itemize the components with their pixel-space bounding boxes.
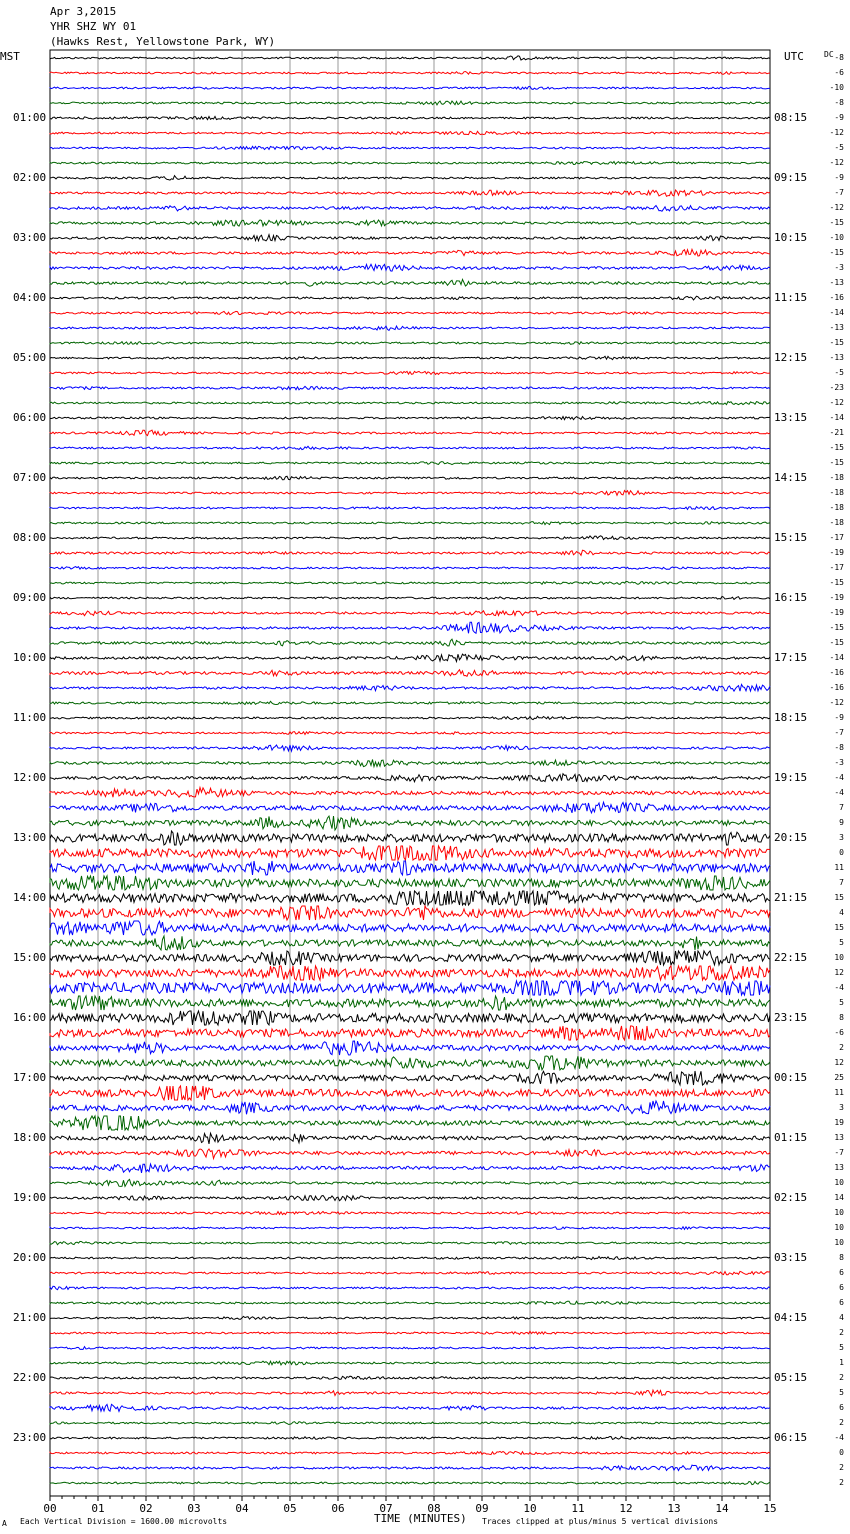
utc-hour-label: 12:15 (774, 351, 808, 364)
dc-offset-label: -16 (829, 293, 844, 302)
seismic-trace (50, 1436, 770, 1439)
dc-offset-label: 10 (834, 1178, 844, 1187)
dc-offset-label: -15 (829, 578, 844, 587)
left-timezone-label: MST (0, 50, 20, 63)
mst-hour-label: 07:00 (13, 471, 47, 484)
x-tick-label: 08 (427, 1502, 441, 1515)
seismic-trace (50, 264, 770, 271)
seismic-trace (50, 921, 770, 935)
utc-hour-label: 11:15 (774, 291, 808, 304)
station-code: YHR SHZ WY 01 (50, 20, 137, 33)
seismic-trace (50, 491, 770, 496)
dc-offset-label: 12 (834, 1058, 844, 1067)
dc-offset-label: -15 (829, 623, 844, 632)
dc-offset-label: 5 (839, 938, 844, 947)
seismic-trace (50, 745, 770, 751)
trace-group (50, 56, 770, 1485)
seismic-trace (50, 1212, 770, 1215)
dc-offset-label: 10 (834, 1208, 844, 1217)
seismic-trace (50, 1481, 770, 1484)
seismic-trace (50, 1347, 770, 1350)
seismic-trace (50, 116, 770, 119)
seismic-trace (50, 311, 770, 314)
utc-hour-label: 23:15 (774, 1011, 808, 1024)
dc-offset-label: -12 (829, 158, 844, 167)
clip-note: Traces clipped at plus/minus 5 vertical divisions (482, 1517, 719, 1526)
dc-offset-label: -23 (829, 383, 844, 392)
right-timezone-label: UTC (784, 50, 804, 63)
seismic-trace (50, 1404, 770, 1411)
seismic-trace (50, 371, 770, 374)
dc-offset-label: -7 (834, 728, 844, 737)
dc-offset-label: 11 (834, 1088, 844, 1097)
mst-hour-label: 03:00 (13, 231, 47, 244)
seismic-trace (50, 966, 770, 980)
dc-offset-label: -9 (834, 113, 844, 122)
dc-offset-label: 5 (839, 1343, 844, 1352)
dc-offset-label: 14 (834, 1193, 844, 1202)
seismic-trace (50, 402, 770, 405)
seismic-trace (50, 386, 770, 389)
dc-offset-label: 15 (834, 923, 844, 932)
dc-offset-label: 13 (834, 1133, 844, 1142)
utc-hour-label: 21:15 (774, 891, 808, 904)
x-tick-label: 14 (715, 1502, 729, 1515)
seismic-trace (50, 802, 770, 813)
dc-offset-label: 6 (839, 1283, 844, 1292)
seismic-trace (50, 550, 770, 555)
x-tick-label: 02 (139, 1502, 153, 1515)
dc-offset-label: 7 (839, 803, 844, 812)
dc-offset-label: -18 (829, 473, 844, 482)
seismic-trace (50, 567, 770, 570)
seismic-trace (50, 996, 770, 1010)
dc-offset-label: 8 (839, 1013, 844, 1022)
dc-offset-label: 3 (839, 1103, 844, 1112)
dc-offset-label: -14 (829, 308, 844, 317)
dc-offset-label: -17 (829, 563, 844, 572)
seismic-trace (50, 536, 770, 540)
x-tick-label: 05 (283, 1502, 297, 1515)
dc-label: DC (824, 50, 834, 59)
dc-offset-label: -8 (834, 53, 844, 62)
utc-hour-label: 22:15 (774, 951, 808, 964)
dc-offset-label: 2 (839, 1478, 844, 1487)
dc-offset-label: 25 (834, 1073, 844, 1082)
mst-hour-label: 01:00 (13, 111, 47, 124)
seismic-trace (50, 1071, 770, 1085)
dc-offset-label: 15 (834, 893, 844, 902)
utc-hour-label: 18:15 (774, 711, 808, 724)
seismic-trace (50, 831, 770, 845)
seismic-trace (50, 190, 770, 196)
seismic-trace (50, 861, 770, 875)
seismic-trace (50, 774, 770, 782)
dc-offset-label: 6 (839, 1298, 844, 1307)
dc-offset-label: -16 (829, 668, 844, 677)
mst-hour-label: 12:00 (13, 771, 47, 784)
mst-hour-label: 20:00 (13, 1251, 47, 1264)
dc-offset-label: -19 (829, 593, 844, 602)
seismic-trace (50, 951, 770, 965)
dc-offset-label: -19 (829, 548, 844, 557)
utc-hour-label: 06:15 (774, 1431, 808, 1444)
seismic-trace (50, 1133, 770, 1144)
seismic-trace (50, 1241, 770, 1244)
x-tick-label: 06 (331, 1502, 345, 1515)
x-tick-label: 00 (43, 1502, 57, 1515)
dc-offset-label: -10 (829, 233, 844, 242)
seismic-trace (50, 1331, 770, 1334)
seismic-trace (50, 1101, 770, 1114)
seismic-trace (50, 1116, 770, 1130)
utc-hour-label: 09:15 (774, 171, 808, 184)
seismic-trace (50, 1227, 770, 1230)
utc-hour-label: 01:15 (774, 1131, 808, 1144)
dc-offset-label: 11 (834, 863, 844, 872)
dc-offset-label: 4 (839, 1313, 844, 1322)
corner-mark: A (2, 1519, 7, 1528)
dc-offset-label: 2 (839, 1463, 844, 1472)
dc-offset-label: -3 (834, 758, 844, 767)
mst-hour-label: 23:00 (13, 1431, 47, 1444)
seismic-trace (50, 522, 770, 525)
x-tick-label: 12 (619, 1502, 633, 1515)
seismic-trace (50, 876, 770, 890)
seismic-trace (50, 1086, 770, 1100)
dc-offset-label: -8 (834, 743, 844, 752)
dc-offset-label: 0 (839, 1448, 844, 1457)
station-location: (Hawks Rest, Yellowstone Park, WY) (50, 35, 276, 48)
dc-offset-label: -9 (834, 713, 844, 722)
mst-hour-label: 06:00 (13, 411, 47, 424)
seismic-trace (50, 146, 770, 149)
x-tick-label: 15 (763, 1502, 777, 1515)
dc-offset-label: 2 (839, 1328, 844, 1337)
seismic-trace (50, 670, 770, 677)
utc-hour-label: 08:15 (774, 111, 808, 124)
seismic-trace (50, 72, 770, 75)
seismic-trace (50, 1390, 770, 1396)
mst-hour-label: 10:00 (13, 651, 47, 664)
mst-hour-label: 02:00 (13, 171, 47, 184)
dc-offset-label: -14 (829, 413, 844, 422)
dc-offset-label: 8 (839, 1253, 844, 1262)
utc-hour-label: 02:15 (774, 1191, 808, 1204)
utc-hour-label: 15:15 (774, 531, 808, 544)
seismic-trace (50, 581, 770, 584)
dc-offset-label: -6 (834, 1028, 844, 1037)
dc-offset-label: -15 (829, 248, 844, 257)
seismic-trace (50, 816, 770, 830)
seismic-trace (50, 326, 770, 330)
mst-hour-label: 04:00 (13, 291, 47, 304)
utc-hour-label: 00:15 (774, 1071, 808, 1084)
seismic-trace (50, 1179, 770, 1186)
seismic-trace (50, 639, 770, 646)
dc-offset-label: 5 (839, 998, 844, 1007)
dc-offset-label: -6 (834, 68, 844, 77)
x-tick-label: 11 (571, 1502, 585, 1515)
dc-offset-label: -12 (829, 203, 844, 212)
seismic-trace (50, 131, 770, 134)
dc-offset-label: -4 (834, 788, 844, 797)
seismic-trace (50, 622, 770, 633)
seismic-trace (50, 1149, 770, 1159)
dc-offset-label: -15 (829, 338, 844, 347)
x-tick-label: 03 (187, 1502, 201, 1515)
x-tick-label: 10 (523, 1502, 537, 1515)
utc-hour-label: 10:15 (774, 231, 808, 244)
seismic-trace (50, 56, 770, 60)
dc-offset-label: -7 (834, 1148, 844, 1157)
dc-offset-label: -18 (829, 488, 844, 497)
seismic-trace (50, 1164, 770, 1173)
mst-hour-label: 21:00 (13, 1311, 47, 1324)
dc-offset-label: 2 (839, 1418, 844, 1427)
dc-offset-label: 9 (839, 818, 844, 827)
dc-offset-label: 4 (839, 908, 844, 917)
seismic-trace (50, 446, 770, 449)
dc-offset-label: 12 (834, 968, 844, 977)
mst-hour-label: 22:00 (13, 1371, 47, 1384)
dc-offset-label: -15 (829, 638, 844, 647)
seismic-trace (50, 206, 770, 212)
seismic-trace (50, 430, 770, 435)
seismic-trace (50, 1451, 770, 1454)
dc-offset-label: 6 (839, 1403, 844, 1412)
dc-offset-label: 1 (839, 1358, 844, 1367)
mst-hour-label: 13:00 (13, 831, 47, 844)
seismic-trace (50, 1041, 770, 1055)
dc-offset-label: -3 (834, 263, 844, 272)
x-axis-title: TIME (MINUTES) (374, 1512, 467, 1525)
dc-offset-label: 10 (834, 1223, 844, 1232)
utc-hour-label: 19:15 (774, 771, 808, 784)
seismic-trace (50, 1256, 770, 1259)
dc-offset-label: -13 (829, 353, 844, 362)
dc-offset-label: 6 (839, 1268, 844, 1277)
seismic-trace (50, 235, 770, 241)
mst-hour-label: 11:00 (13, 711, 47, 724)
dc-offset-label: 7 (839, 878, 844, 887)
dc-offset-label: -15 (829, 458, 844, 467)
dc-offset-label: -21 (829, 428, 844, 437)
x-tick-label: 01 (91, 1502, 105, 1515)
seismic-trace (50, 891, 770, 905)
mst-hour-label: 15:00 (13, 951, 47, 964)
dc-offset-label: -14 (829, 653, 844, 662)
dc-offset-label: -4 (834, 983, 844, 992)
dc-offset-label: -19 (829, 608, 844, 617)
mst-hour-label: 05:00 (13, 351, 47, 364)
seismic-trace (50, 760, 770, 767)
dc-offset-label: -4 (834, 1433, 844, 1442)
seismic-trace (50, 1376, 770, 1379)
seismic-trace (50, 1011, 770, 1025)
seismic-trace (50, 596, 770, 599)
dc-offset-label: -9 (834, 173, 844, 182)
dc-offset-label: -15 (829, 443, 844, 452)
seismic-trace (50, 342, 770, 345)
seismic-trace (50, 936, 770, 950)
seismic-trace (50, 296, 770, 300)
seismic-trace (50, 1422, 770, 1425)
seismic-trace (50, 1316, 770, 1319)
utc-hour-label: 13:15 (774, 411, 808, 424)
seismic-trace (50, 86, 770, 89)
seismic-trace (50, 716, 770, 719)
seismic-trace (50, 684, 770, 691)
seismic-trace (50, 462, 770, 465)
utc-hour-label: 04:15 (774, 1311, 808, 1324)
seismic-trace (50, 176, 770, 181)
seismic-trace (50, 101, 770, 105)
seismic-trace (50, 1361, 770, 1365)
mst-hour-label: 16:00 (13, 1011, 47, 1024)
x-tick-label: 13 (667, 1502, 681, 1515)
dc-offset-label: 0 (839, 848, 844, 857)
dc-offset-label: 10 (834, 1238, 844, 1247)
seismic-trace (50, 476, 770, 479)
dc-offset-label: 13 (834, 1163, 844, 1172)
scale-note: Each Vertical Division = 1600.00 microvolts (20, 1517, 228, 1526)
mst-hour-label: 08:00 (13, 531, 47, 544)
seismic-trace (50, 249, 770, 256)
dc-offset-label: -5 (834, 368, 844, 377)
mst-hour-label: 19:00 (13, 1191, 47, 1204)
dc-offset-label: -15 (829, 218, 844, 227)
dc-offset-label: 2 (839, 1373, 844, 1382)
dc-offset-label: -5 (834, 143, 844, 152)
x-tick-label: 07 (379, 1502, 393, 1515)
dc-offset-label: -18 (829, 518, 844, 527)
dc-offset-label: 10 (834, 953, 844, 962)
utc-hour-label: 05:15 (774, 1371, 808, 1384)
seismic-trace (50, 846, 770, 860)
seismic-trace (50, 1271, 770, 1274)
x-tick-label: 09 (475, 1502, 489, 1515)
dc-offset-label: 3 (839, 833, 844, 842)
utc-hour-label: 16:15 (774, 591, 808, 604)
dc-offset-label: -16 (829, 683, 844, 692)
seismic-trace (50, 1465, 770, 1470)
seismic-trace (50, 356, 770, 359)
utc-hour-label: 17:15 (774, 651, 808, 664)
dc-offset-label: -13 (829, 323, 844, 332)
seismic-trace (50, 1026, 770, 1040)
dc-offset-label: -17 (829, 533, 844, 542)
dc-offset-label: -12 (829, 398, 844, 407)
seismic-trace (50, 417, 770, 420)
dc-offset-label: -7 (834, 188, 844, 197)
seismic-trace (50, 1286, 770, 1289)
utc-hour-label: 14:15 (774, 471, 808, 484)
seismic-trace (50, 1301, 770, 1304)
seismic-trace (50, 220, 770, 226)
mst-hour-label: 18:00 (13, 1131, 47, 1144)
seismic-trace (50, 611, 770, 616)
seismic-trace (50, 906, 770, 920)
dc-offset-label: 19 (834, 1118, 844, 1127)
seismic-trace (50, 981, 770, 995)
dc-offset-label: -12 (829, 128, 844, 137)
chart-date: Apr 3,2015 (50, 5, 117, 18)
mst-hour-label: 09:00 (13, 591, 47, 604)
dc-offset-label: 5 (839, 1388, 844, 1397)
utc-hour-label: 03:15 (774, 1251, 808, 1264)
dc-offset-label: -8 (834, 98, 844, 107)
seismic-trace (50, 1056, 770, 1070)
seismic-trace (50, 701, 770, 704)
seismic-trace (50, 162, 770, 165)
dc-offset-label: -4 (834, 773, 844, 782)
dc-offset-label: -18 (829, 503, 844, 512)
seismic-trace (50, 279, 770, 286)
seismic-trace (50, 654, 770, 661)
dc-offset-label: 2 (839, 1043, 844, 1052)
mst-hour-label: 14:00 (13, 891, 47, 904)
seismic-trace (50, 507, 770, 510)
seismic-trace (50, 1196, 770, 1201)
utc-hour-label: 20:15 (774, 831, 808, 844)
dc-offset-label: -12 (829, 698, 844, 707)
x-tick-label: 04 (235, 1502, 249, 1515)
mst-hour-label: 17:00 (13, 1071, 47, 1084)
dc-offset-label: -13 (829, 278, 844, 287)
seismic-trace (50, 732, 770, 735)
dc-offset-label: -10 (829, 83, 844, 92)
seismic-trace (50, 788, 770, 798)
